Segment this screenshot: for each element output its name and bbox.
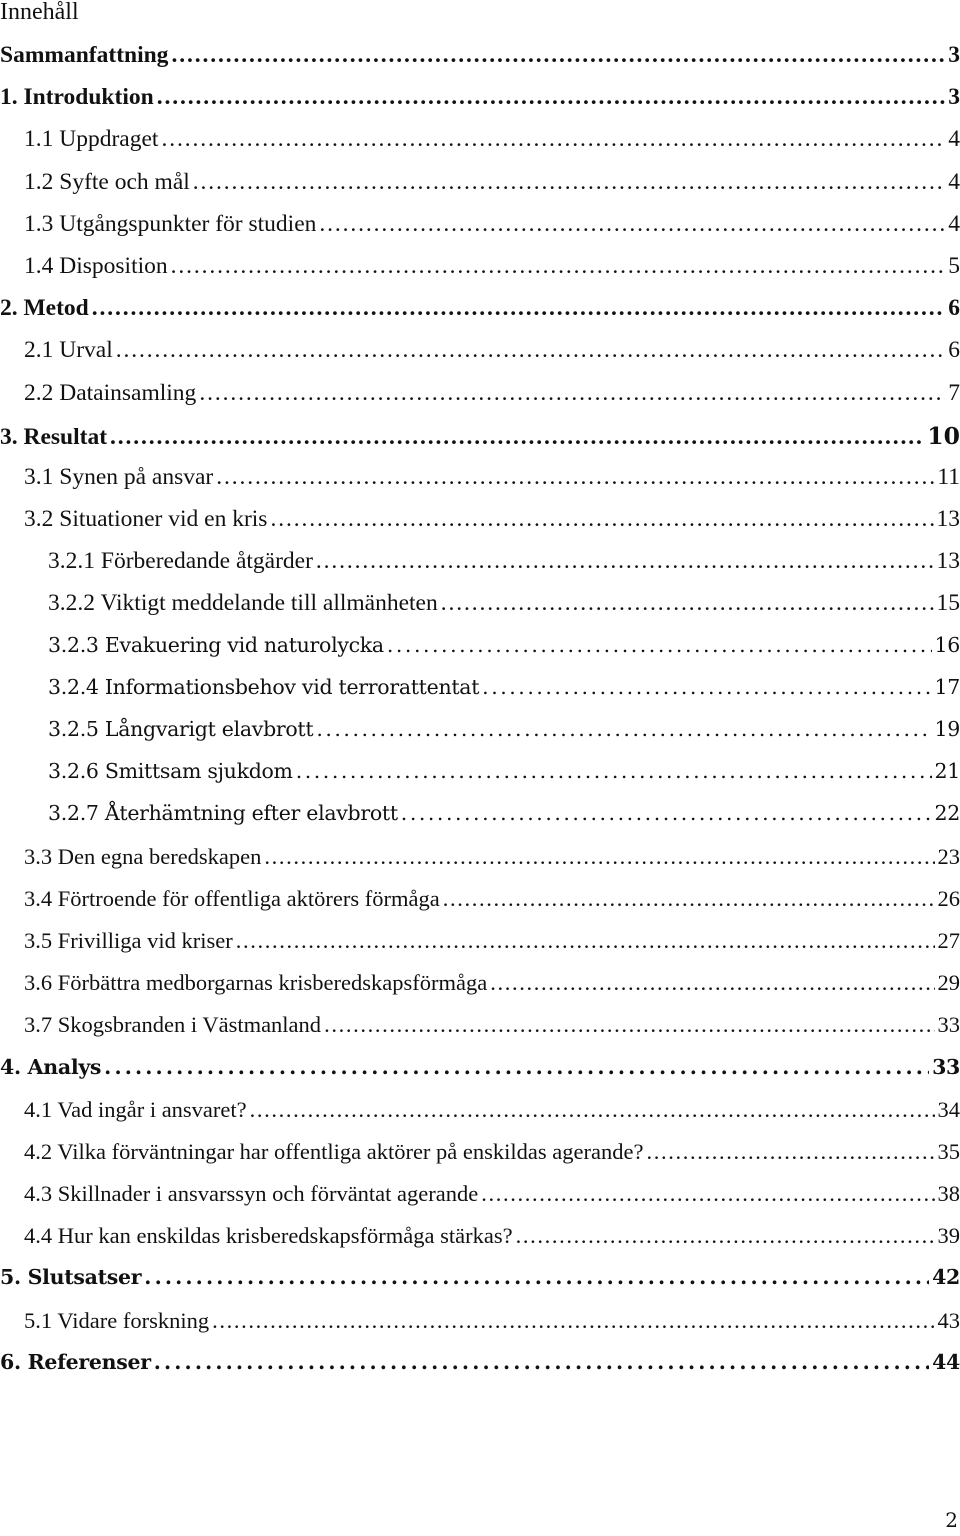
toc-entry-page: 4: [948, 168, 960, 195]
toc-entry[interactable]: [0, 801, 960, 843]
toc-leader-dots: [441, 590, 934, 617]
toc-entry-label: 3.2.4 Informationsbehov vid terrorattentat: [48, 674, 480, 699]
toc-leader-dots: [250, 1097, 935, 1123]
toc-entry-page: 33: [937, 1012, 960, 1038]
toc-entry[interactable]: [0, 548, 960, 590]
toc-leader-dots: [171, 253, 946, 280]
toc-entry-page: 35: [937, 1138, 960, 1164]
toc-leader-dots: [490, 970, 934, 996]
toc-entry-label: 4.3 Skillnader i ansvarssyn och förväntat agerande: [24, 1181, 479, 1207]
toc-entry-page: 6: [948, 337, 960, 364]
toc-entry-label: 2. Metod: [0, 295, 89, 322]
toc-entry-page: 4: [948, 126, 960, 153]
toc-leader-dots: [482, 675, 931, 699]
toc-entry-label: 2.2 Datainsamling: [24, 379, 197, 406]
toc-entry-label: 2.1 Urval: [24, 337, 113, 364]
toc-entry[interactable]: [0, 759, 960, 801]
toc-entry-page: 29: [937, 970, 960, 996]
toc-entry-label: 3.2.6 Smittsam sjukdom: [48, 759, 293, 784]
toc-entry[interactable]: [0, 886, 960, 928]
toc-leader-dots: [144, 1265, 929, 1289]
toc-entry[interactable]: [0, 844, 960, 886]
toc-entry[interactable]: [0, 1097, 960, 1139]
toc-leader-dots: [443, 886, 935, 912]
toc-entry-label: 3.5 Frivilliga vid kriser: [24, 927, 233, 953]
toc-entry[interactable]: [0, 464, 960, 506]
toc-entry[interactable]: [0, 295, 960, 337]
toc-entry-page: 34: [937, 1096, 960, 1122]
toc-entry-page: 26: [937, 885, 960, 911]
toc-entry[interactable]: [0, 126, 960, 168]
toc-entry-page: 13: [936, 548, 960, 575]
toc-entry-label: 3.1 Synen på ansvar: [24, 463, 214, 490]
toc-entry[interactable]: [0, 84, 960, 126]
toc-leader-dots: [193, 169, 945, 196]
toc-leader-dots: [324, 1012, 934, 1038]
toc-leader-dots: [316, 717, 931, 741]
toc-entry[interactable]: [0, 1139, 960, 1181]
toc-entry-label: 3.4 Förtroende för offentliga aktörers förmåga: [24, 885, 440, 911]
toc-entry-page: 27: [937, 927, 960, 953]
page-number: 2: [945, 1508, 958, 1532]
toc-entry-label: 3.2 Situationer vid en kris: [24, 506, 268, 533]
toc-entry-label: 3.6 Förbättra medborgarnas krisberedskapsförmåga: [24, 970, 488, 996]
toc-leader-dots: [387, 633, 932, 657]
toc-entry-page: 19: [934, 717, 960, 741]
toc-entry-label: 3.3 Den egna beredskapen: [24, 843, 262, 869]
toc-entry[interactable]: [0, 337, 960, 379]
toc-leader-dots: [216, 464, 934, 491]
toc-entry-label: 1.2 Syfte och mål: [24, 168, 190, 195]
toc-entry-page: 3: [948, 42, 960, 68]
toc-entry-page: 33: [932, 1054, 960, 1079]
toc-entry-page: 10: [927, 421, 960, 450]
toc-entry-label: 1.4 Disposition: [24, 252, 168, 279]
toc-leader-dots: [92, 295, 945, 322]
toc-entry-label: 1. Introduktion: [0, 84, 154, 111]
toc-entry-page: 11: [937, 463, 960, 490]
toc-leader-dots: [154, 1350, 929, 1374]
toc-entry-page: 16: [934, 632, 960, 657]
toc-entry-label: 1.3 Utgångspunkter för studien: [24, 210, 317, 237]
toc-entry[interactable]: [0, 422, 960, 464]
toc-entry-label: Sammanfattning: [0, 42, 169, 68]
toc-entry[interactable]: [0, 1181, 960, 1223]
toc-entry[interactable]: [0, 1012, 960, 1054]
toc-leader-dots: [264, 844, 934, 870]
toc-leader-dots: [236, 928, 935, 954]
toc-entry[interactable]: [0, 717, 960, 759]
toc-entry[interactable]: [0, 1308, 960, 1350]
toc-entry-page: 22: [934, 801, 960, 826]
toc-entry-page: 13: [936, 506, 960, 533]
toc-entry-label: 3.2.5 Långvarigt elavbrott: [48, 717, 314, 741]
toc-leader-dots: [212, 1308, 934, 1334]
toc-entry[interactable]: [0, 253, 960, 295]
toc-entry[interactable]: [0, 928, 960, 970]
toc-entry-page: 39: [937, 1223, 960, 1249]
toc-entry-page: 23: [937, 843, 960, 869]
toc-entry-page: 7: [948, 379, 960, 406]
toc-leader-dots: [316, 548, 934, 575]
toc-entry-page: 43: [937, 1307, 960, 1333]
toc-entry-page: 42: [932, 1265, 960, 1290]
toc-entry-page: 6: [948, 295, 960, 322]
toc-entry[interactable]: [0, 1223, 960, 1265]
toc-entry-page: 15: [936, 590, 960, 617]
toc-entry[interactable]: [0, 211, 960, 253]
toc-leader-dots: [171, 42, 945, 69]
toc-leader-dots: [161, 126, 945, 153]
toc-entry-label: 3.2.7 Återhämtning efter elavbrott: [48, 801, 398, 826]
toc-entry-label: 4. Analys: [0, 1054, 102, 1079]
toc-entry-label: 3. Resultat: [0, 423, 108, 450]
toc-entry[interactable]: [0, 590, 960, 632]
toc-entry-page: 44: [932, 1349, 960, 1374]
toc-entry[interactable]: [0, 633, 960, 675]
table-of-contents: [0, 42, 960, 1392]
toc-heading: Innehåll: [0, 0, 79, 25]
toc-entry-label: 4.1 Vad ingår i ansvaret?: [24, 1096, 247, 1122]
toc-leader-dots: [104, 1055, 929, 1079]
toc-entry[interactable]: [0, 1055, 960, 1097]
toc-entry-page: 5: [948, 252, 960, 279]
toc-entry-label: 3.7 Skogsbranden i Västmanland: [24, 1012, 322, 1038]
toc-leader-dots: [296, 759, 932, 783]
toc-leader-dots: [270, 506, 933, 533]
toc-leader-dots: [199, 380, 945, 407]
toc-entry[interactable]: [0, 1350, 960, 1392]
toc-entry-page: 38: [937, 1181, 960, 1207]
toc-entry-page: 3: [948, 84, 960, 111]
toc-leader-dots: [110, 424, 924, 451]
toc-entry[interactable]: [0, 42, 960, 84]
toc-entry-label: 3.2.1 Förberedande åtgärder: [48, 548, 313, 575]
toc-entry[interactable]: [0, 169, 960, 211]
toc-entry-label: 5. Slutsatser: [0, 1265, 142, 1290]
toc-entry[interactable]: [0, 675, 960, 717]
toc-entry-page: 4: [948, 210, 960, 237]
toc-entry-label: 3.2.2 Viktigt meddelande till allmänheten: [48, 590, 438, 617]
toc-leader-dots: [401, 801, 932, 825]
toc-entry-label: 4.4 Hur kan enskildas krisberedskapsförmåga stärkas?: [24, 1223, 513, 1249]
toc-entry[interactable]: [0, 970, 960, 1012]
toc-entry-label: 1.1 Uppdraget: [24, 126, 159, 153]
toc-leader-dots: [319, 211, 945, 238]
toc-entry[interactable]: [0, 380, 960, 422]
toc-entry[interactable]: [0, 506, 960, 548]
toc-leader-dots: [516, 1223, 935, 1249]
toc-leader-dots: [116, 337, 945, 364]
toc-leader-dots: [646, 1139, 934, 1165]
toc-leader-dots: [481, 1181, 934, 1207]
toc-leader-dots: [157, 84, 946, 111]
toc-entry-page: 21: [934, 759, 960, 784]
toc-entry[interactable]: [0, 1265, 960, 1307]
toc-entry-label: 6. Referenser: [0, 1349, 151, 1374]
toc-entry-page: 17: [934, 674, 960, 699]
toc-entry-label: 4.2 Vilka förväntningar har offentliga aktörer på enskildas agerande?: [24, 1138, 644, 1164]
toc-entry-label: 3.2.3 Evakuering vid naturolycka: [48, 632, 384, 657]
toc-entry-label: 5.1 Vidare forskning: [24, 1307, 210, 1333]
